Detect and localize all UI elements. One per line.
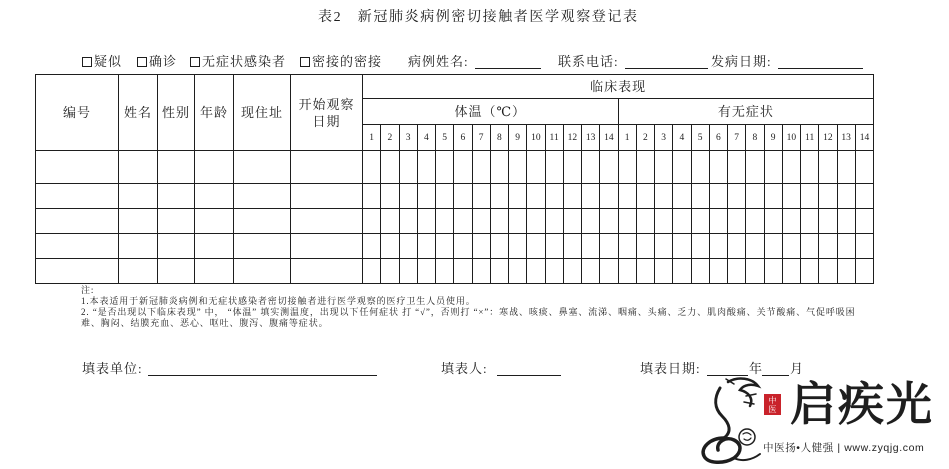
cell-temperature-day-1[interactable] <box>363 209 381 234</box>
cell-symptom-day-4[interactable] <box>673 184 691 209</box>
cell-symptom-day-11[interactable] <box>801 259 819 284</box>
cell-symptom-day-3[interactable] <box>655 151 673 184</box>
cell-symptom-day-12[interactable] <box>819 234 837 259</box>
cell-start-date[interactable] <box>291 259 363 284</box>
cell-temperature-day-6[interactable] <box>454 151 472 184</box>
cell-temperature-day-8[interactable] <box>490 234 508 259</box>
symptom-day-4-header: 4 <box>673 125 691 151</box>
cell-temperature-day-3[interactable] <box>399 209 417 234</box>
cell-symptom-day-7[interactable] <box>728 234 746 259</box>
cell-start-date[interactable] <box>291 234 363 259</box>
phone-input[interactable] <box>625 54 708 69</box>
cell-age[interactable] <box>195 151 234 184</box>
cell-symptom-day-8[interactable] <box>746 184 764 209</box>
cell-symptom-day-2[interactable] <box>636 234 654 259</box>
case-type-suspected[interactable] <box>82 54 122 70</box>
cell-symptom-day-8[interactable] <box>746 209 764 234</box>
cell-symptom-day-2[interactable] <box>636 209 654 234</box>
cell-symptom-day-2[interactable] <box>636 184 654 209</box>
cell-symptom-day-12[interactable] <box>819 151 837 184</box>
cell-temperature-day-13[interactable] <box>582 209 600 234</box>
cell-temperature-day-10[interactable] <box>527 209 545 234</box>
case-type-asymptomatic[interactable] <box>190 54 286 70</box>
cell-address[interactable] <box>234 184 291 209</box>
confirmed-label: 确诊 <box>149 54 178 69</box>
cell-temperature-day-4[interactable] <box>417 209 435 234</box>
header-symptoms: 有无症状 <box>618 99 874 125</box>
temperature-day-13-header: 13 <box>582 125 600 151</box>
filled-by-input[interactable] <box>497 361 561 376</box>
table-row <box>36 209 874 234</box>
seal-text: 中医 <box>768 395 777 414</box>
cell-sex[interactable] <box>158 234 195 259</box>
temperature-day-12-header: 12 <box>563 125 581 151</box>
cell-temperature-day-1[interactable] <box>363 184 381 209</box>
cell-id[interactable] <box>36 209 119 234</box>
cell-temperature-day-2[interactable] <box>381 151 399 184</box>
cell-symptom-day-6[interactable] <box>709 234 727 259</box>
cell-symptom-day-12[interactable] <box>819 209 837 234</box>
cell-temperature-day-7[interactable] <box>472 209 490 234</box>
cell-temperature-day-7[interactable] <box>472 151 490 184</box>
header-sex: 性别 <box>158 75 195 151</box>
temperature-day-3-header: 3 <box>399 125 417 151</box>
cell-temperature-day-12[interactable] <box>563 209 581 234</box>
cell-symptom-day-3[interactable] <box>655 209 673 234</box>
suspected-checkbox[interactable] <box>82 57 92 67</box>
cell-symptom-day-12[interactable] <box>819 184 837 209</box>
cell-temperature-day-5[interactable] <box>436 184 454 209</box>
cell-temperature-day-10[interactable] <box>527 234 545 259</box>
cell-symptom-day-14[interactable] <box>855 259 873 284</box>
temperature-day-1-header: 1 <box>363 125 381 151</box>
cell-symptom-day-7[interactable] <box>728 184 746 209</box>
cell-temperature-day-9[interactable] <box>509 234 527 259</box>
cell-temperature-day-1[interactable] <box>363 234 381 259</box>
cell-temperature-day-5[interactable] <box>436 259 454 284</box>
cell-symptom-day-6[interactable] <box>709 151 727 184</box>
filling-unit-input[interactable] <box>148 361 377 376</box>
cell-temperature-day-5[interactable] <box>436 234 454 259</box>
cell-temperature-day-14[interactable] <box>600 259 618 284</box>
watermark-logo <box>690 376 945 466</box>
symptom-day-8-header: 8 <box>746 125 764 151</box>
document-title: 表2 新冠肺炎病例密切接触者医学观察登记表 <box>318 10 639 25</box>
header-clinical-manifestations: 临床表现 <box>363 75 874 99</box>
cell-symptom-day-4[interactable] <box>673 234 691 259</box>
header-temperature: 体温（℃） <box>363 99 619 125</box>
cell-symptom-day-1[interactable] <box>618 259 636 284</box>
header-name: 姓名 <box>119 75 158 151</box>
temperature-day-8-header: 8 <box>490 125 508 151</box>
cell-symptom-day-14[interactable] <box>855 209 873 234</box>
cell-name[interactable] <box>119 184 158 209</box>
cell-temperature-day-5[interactable] <box>436 209 454 234</box>
cell-symptom-day-11[interactable] <box>801 234 819 259</box>
temperature-day-7-header: 7 <box>472 125 490 151</box>
cell-temperature-day-4[interactable] <box>417 151 435 184</box>
cell-temperature-day-14[interactable] <box>600 184 618 209</box>
cell-temperature-day-6[interactable] <box>454 184 472 209</box>
cell-symptom-day-2[interactable] <box>636 151 654 184</box>
cell-symptom-day-2[interactable] <box>636 259 654 284</box>
symptom-day-12-header: 12 <box>819 125 837 151</box>
cell-symptom-day-1[interactable] <box>618 209 636 234</box>
case-name-label: 病例姓名: <box>408 54 469 69</box>
case-type-confirmed[interactable] <box>137 54 177 70</box>
symptom-day-9-header: 9 <box>764 125 782 151</box>
tagline-text: 中医扬•人健强 | www.zyqjg.com <box>763 442 925 454</box>
cell-temperature-day-2[interactable] <box>381 184 399 209</box>
cell-name[interactable] <box>119 209 158 234</box>
symptom-day-13-header: 13 <box>837 125 855 151</box>
cell-address[interactable] <box>234 209 291 234</box>
cell-symptom-day-4[interactable] <box>673 151 691 184</box>
year-label: 年 <box>749 361 764 376</box>
cell-address[interactable] <box>234 234 291 259</box>
cell-age[interactable] <box>195 209 234 234</box>
filling-date-label: 填表日期: <box>640 361 701 376</box>
temperature-day-9-header: 9 <box>509 125 527 151</box>
cell-temperature-day-8[interactable] <box>490 184 508 209</box>
cell-temperature-day-13[interactable] <box>582 151 600 184</box>
cell-temperature-day-12[interactable] <box>563 259 581 284</box>
cell-symptom-day-8[interactable] <box>746 151 764 184</box>
cell-symptom-day-13[interactable] <box>837 184 855 209</box>
cell-symptom-day-14[interactable] <box>855 234 873 259</box>
cell-temperature-day-14[interactable] <box>600 234 618 259</box>
notes <box>81 285 873 329</box>
header-age: 年龄 <box>195 75 234 151</box>
cell-symptom-day-8[interactable] <box>746 259 764 284</box>
cell-temperature-day-7[interactable] <box>472 184 490 209</box>
cell-temperature-day-3[interactable] <box>399 151 417 184</box>
cell-temperature-day-13[interactable] <box>582 259 600 284</box>
note-heading: 注: <box>81 285 95 295</box>
cell-temperature-day-5[interactable] <box>436 151 454 184</box>
cell-symptom-day-6[interactable] <box>709 259 727 284</box>
cell-temperature-day-7[interactable] <box>472 234 490 259</box>
cell-temperature-day-9[interactable] <box>509 151 527 184</box>
temperature-day-14-header: 14 <box>600 125 618 151</box>
filled-by-label: 填表人: <box>441 361 488 376</box>
cell-symptom-day-13[interactable] <box>837 151 855 184</box>
cell-temperature-day-10[interactable] <box>527 184 545 209</box>
secondary-contact-checkbox[interactable] <box>300 57 310 67</box>
cell-age[interactable] <box>195 259 234 284</box>
cell-name[interactable] <box>119 234 158 259</box>
cell-temperature-day-11[interactable] <box>545 151 563 184</box>
observation-table <box>35 74 874 284</box>
cell-temperature-day-10[interactable] <box>527 259 545 284</box>
temperature-day-10-header: 10 <box>527 125 545 151</box>
cell-symptom-day-8[interactable] <box>746 234 764 259</box>
table-row <box>36 259 874 284</box>
cell-symptom-day-10[interactable] <box>782 209 800 234</box>
symptom-day-1-header: 1 <box>618 125 636 151</box>
temperature-day-6-header: 6 <box>454 125 472 151</box>
cell-temperature-day-6[interactable] <box>454 234 472 259</box>
cell-symptom-day-13[interactable] <box>837 259 855 284</box>
asymptomatic-label: 无症状感染者 <box>202 54 287 69</box>
temperature-day-5-header: 5 <box>436 125 454 151</box>
cell-symptom-day-1[interactable] <box>618 151 636 184</box>
month-label: 月 <box>790 361 805 376</box>
cell-symptom-day-7[interactable] <box>728 209 746 234</box>
asymptomatic-checkbox[interactable] <box>190 57 200 67</box>
cell-start-date[interactable] <box>291 151 363 184</box>
cell-temperature-day-13[interactable] <box>582 184 600 209</box>
seal-stamp <box>764 394 781 415</box>
cell-temperature-day-2[interactable] <box>381 209 399 234</box>
cell-id[interactable] <box>36 259 119 284</box>
cell-symptom-day-13[interactable] <box>837 209 855 234</box>
table-row <box>36 184 874 209</box>
suspected-label: 疑似 <box>94 54 123 69</box>
cell-sex[interactable] <box>158 209 195 234</box>
cell-name[interactable] <box>119 151 158 184</box>
symptom-day-11-header: 11 <box>801 125 819 151</box>
cell-temperature-day-12[interactable] <box>563 151 581 184</box>
cell-symptom-day-9[interactable] <box>764 234 782 259</box>
cell-temperature-day-12[interactable] <box>563 184 581 209</box>
header-observation-start-date <box>291 75 363 151</box>
cell-symptom-day-9[interactable] <box>764 259 782 284</box>
cell-symptom-day-11[interactable] <box>801 184 819 209</box>
cell-symptom-day-10[interactable] <box>782 184 800 209</box>
header-observation-start-date-label: 开始观察日期 <box>298 96 355 129</box>
note-item-1: 1.本表适用于新冠肺炎病例和无症状感染者密切接触者进行医学观察的医疗卫生人员使用。 <box>81 296 476 306</box>
symptom-day-2-header: 2 <box>636 125 654 151</box>
table-row <box>36 234 874 259</box>
cell-sex[interactable] <box>158 259 195 284</box>
filling-month-input[interactable] <box>762 361 789 376</box>
case-name-input[interactable] <box>475 54 541 69</box>
onset-date-label: 发病日期: <box>711 54 772 69</box>
cell-symptom-day-11[interactable] <box>801 209 819 234</box>
cell-symptom-day-7[interactable] <box>728 151 746 184</box>
cell-symptom-day-9[interactable] <box>764 184 782 209</box>
symptom-day-6-header: 6 <box>709 125 727 151</box>
cell-symptom-day-11[interactable] <box>801 151 819 184</box>
symptom-day-10-header: 10 <box>782 125 800 151</box>
cell-symptom-day-13[interactable] <box>837 234 855 259</box>
cell-symptom-day-10[interactable] <box>782 234 800 259</box>
cell-symptom-day-6[interactable] <box>709 209 727 234</box>
cell-temperature-day-13[interactable] <box>582 234 600 259</box>
cell-id[interactable] <box>36 184 119 209</box>
cell-temperature-day-9[interactable] <box>509 209 527 234</box>
cell-symptom-day-1[interactable] <box>618 184 636 209</box>
cell-symptom-day-1[interactable] <box>618 234 636 259</box>
cell-symptom-day-14[interactable] <box>855 151 873 184</box>
cell-symptom-day-9[interactable] <box>764 151 782 184</box>
cell-age[interactable] <box>195 184 234 209</box>
cell-id[interactable] <box>36 234 119 259</box>
cell-temperature-day-6[interactable] <box>454 209 472 234</box>
cell-temperature-day-3[interactable] <box>399 259 417 284</box>
cell-temperature-day-11[interactable] <box>545 209 563 234</box>
cell-symptom-day-5[interactable] <box>691 259 709 284</box>
cell-temperature-day-8[interactable] <box>490 151 508 184</box>
cell-name[interactable] <box>119 259 158 284</box>
cell-address[interactable] <box>234 151 291 184</box>
cell-symptom-day-5[interactable] <box>691 209 709 234</box>
cell-symptom-day-12[interactable] <box>819 259 837 284</box>
cell-id[interactable] <box>36 151 119 184</box>
cell-symptom-day-14[interactable] <box>855 184 873 209</box>
cell-start-date[interactable] <box>291 209 363 234</box>
cell-temperature-day-4[interactable] <box>417 259 435 284</box>
cell-sex[interactable] <box>158 184 195 209</box>
cell-symptom-day-3[interactable] <box>655 234 673 259</box>
cell-age[interactable] <box>195 234 234 259</box>
cell-symptom-day-10[interactable] <box>782 259 800 284</box>
phone-label: 联系电话: <box>558 54 619 69</box>
cell-sex[interactable] <box>158 151 195 184</box>
cell-symptom-day-5[interactable] <box>691 234 709 259</box>
filling-unit-label: 填表单位: <box>82 361 143 376</box>
cell-symptom-day-10[interactable] <box>782 151 800 184</box>
cell-temperature-day-14[interactable] <box>600 209 618 234</box>
table-body <box>36 151 874 284</box>
cell-temperature-day-10[interactable] <box>527 151 545 184</box>
symptom-day-7-header: 7 <box>728 125 746 151</box>
cell-temperature-day-2[interactable] <box>381 259 399 284</box>
cell-temperature-day-11[interactable] <box>545 259 563 284</box>
cell-temperature-day-11[interactable] <box>545 184 563 209</box>
cell-temperature-day-9[interactable] <box>509 259 527 284</box>
cell-temperature-day-1[interactable] <box>363 151 381 184</box>
cell-symptom-day-5[interactable] <box>691 151 709 184</box>
cell-temperature-day-12[interactable] <box>563 234 581 259</box>
cell-temperature-day-6[interactable] <box>454 259 472 284</box>
secondary-contact-label: 密接的密接 <box>312 54 383 69</box>
symptom-day-14-header: 14 <box>855 125 873 151</box>
cell-symptom-day-6[interactable] <box>709 184 727 209</box>
cell-symptom-day-4[interactable] <box>673 209 691 234</box>
cell-symptom-day-7[interactable] <box>728 259 746 284</box>
cell-address[interactable] <box>234 259 291 284</box>
cell-temperature-day-8[interactable] <box>490 209 508 234</box>
cell-start-date[interactable] <box>291 184 363 209</box>
cell-symptom-day-3[interactable] <box>655 259 673 284</box>
header-address: 现住址 <box>234 75 291 151</box>
case-type-secondary-contact[interactable] <box>300 54 382 70</box>
temperature-day-4-header: 4 <box>417 125 435 151</box>
cell-temperature-day-1[interactable] <box>363 259 381 284</box>
cell-temperature-day-14[interactable] <box>600 151 618 184</box>
temperature-day-2-header: 2 <box>381 125 399 151</box>
brand-logo-text: 启疾光 <box>790 377 934 431</box>
cell-symptom-day-9[interactable] <box>764 209 782 234</box>
cell-symptom-day-3[interactable] <box>655 184 673 209</box>
filling-year-input[interactable] <box>707 361 748 376</box>
cell-temperature-day-3[interactable] <box>399 234 417 259</box>
cell-temperature-day-9[interactable] <box>509 184 527 209</box>
cell-temperature-day-7[interactable] <box>472 259 490 284</box>
cell-temperature-day-2[interactable] <box>381 234 399 259</box>
symptom-day-5-header: 5 <box>691 125 709 151</box>
cell-temperature-day-4[interactable] <box>417 234 435 259</box>
cell-symptom-day-4[interactable] <box>673 259 691 284</box>
cell-symptom-day-5[interactable] <box>691 184 709 209</box>
note-item-2: 2. “是否出现以下临床表现” 中， “体温” 填实测温度，出现以下任何症状 打 “√”，否则打 “×”：寒战、咳痰、鼻塞、流涕、咽痛、头痛、乏力、肌肉酸痛、关节酸痛、气促呼吸困难、胸闷、结膜充血、恶心、呕吐、腹泻、腹痛等症状。 <box>81 307 856 328</box>
onset-date-input[interactable] <box>778 54 863 69</box>
confirmed-checkbox[interactable] <box>137 57 147 67</box>
temperature-day-11-header: 11 <box>545 125 563 151</box>
cell-temperature-day-4[interactable] <box>417 184 435 209</box>
cell-temperature-day-11[interactable] <box>545 234 563 259</box>
cell-temperature-day-8[interactable] <box>490 259 508 284</box>
table-row <box>36 151 874 184</box>
dragon-swirl-logo-icon <box>690 376 770 466</box>
cell-temperature-day-3[interactable] <box>399 184 417 209</box>
header-row <box>36 75 874 99</box>
header-id: 编号 <box>36 75 119 151</box>
symptom-day-3-header: 3 <box>655 125 673 151</box>
